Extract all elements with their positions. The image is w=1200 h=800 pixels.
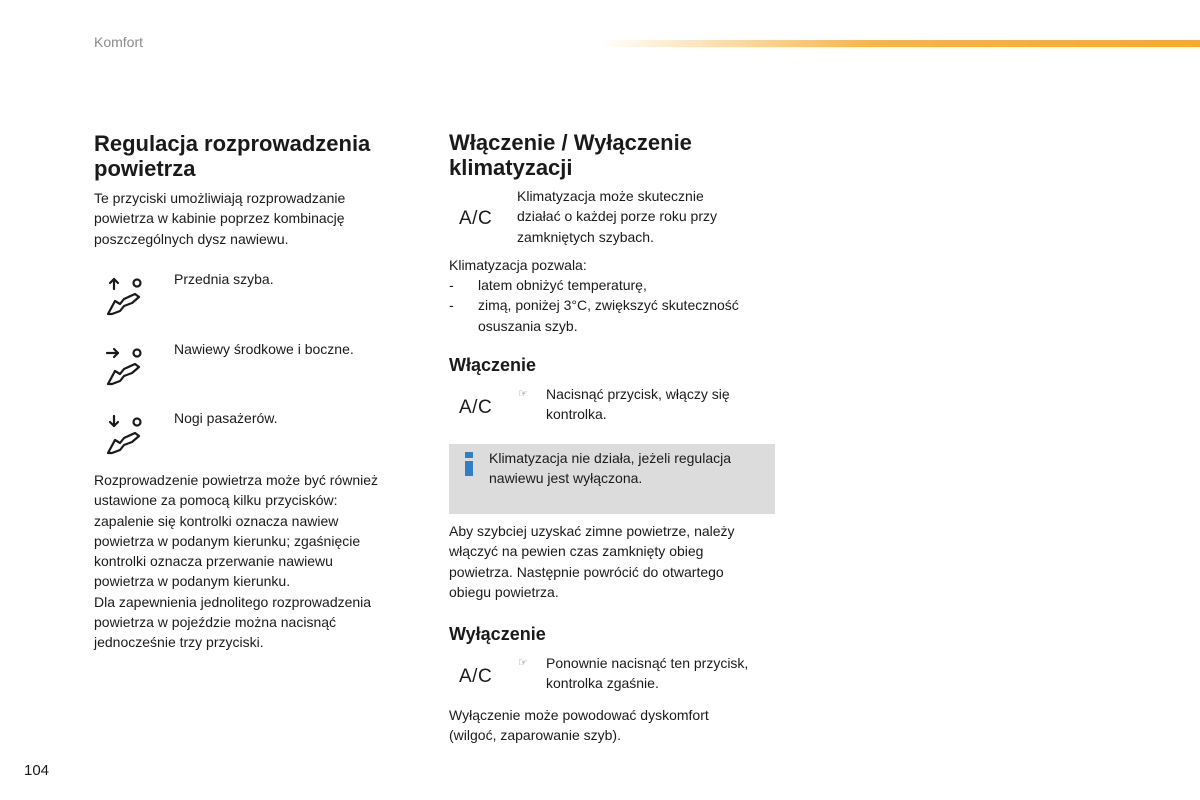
text-line: Klimatyzacja może skutecznie bbox=[517, 188, 704, 204]
text-line: Nacisnąć przycisk, włączy się bbox=[546, 386, 730, 402]
text-line: kontrolki oznacza przerwanie nawiewu bbox=[94, 553, 333, 570]
text-line: powietrza w podanym kierunku. bbox=[94, 573, 291, 590]
dash-bullet: - bbox=[449, 277, 454, 293]
text-line: Wyłączenie może powodować dyskomfort bbox=[449, 707, 709, 723]
text-line: Dla zapewnienia jednolitego rozprowadzenia bbox=[94, 593, 372, 610]
text-line: powietrza w podanym kierunku; zgaśnięcie bbox=[94, 532, 361, 549]
on-heading: Włączenie bbox=[449, 355, 537, 375]
text-line: zapalenie się kontrolki oznacza nawiew bbox=[94, 512, 339, 529]
text-line: powietrza w pojeździe można nacisnąć bbox=[94, 614, 337, 631]
text-line: obiegu powietrza. bbox=[449, 583, 559, 600]
allows-label: Klimatyzacja pozwala: bbox=[449, 257, 587, 273]
text-line: Klimatyzacja nie działa, jeżeli regulacja bbox=[489, 450, 732, 466]
off-warning bbox=[449, 705, 779, 746]
list-item-text: latem obniżyć temperaturę, bbox=[478, 277, 647, 293]
list-item bbox=[449, 275, 779, 295]
tip-paragraph bbox=[449, 521, 779, 602]
windscreen-airflow-icon bbox=[102, 274, 148, 322]
list-item-text: zimą, poniżej 3°C, zwiększyć skuteczność bbox=[478, 297, 739, 314]
left-title: Regulacja rozprowadzenia powietrza bbox=[94, 131, 371, 181]
left-body bbox=[94, 470, 424, 653]
pointing-hand-icon: ☞ bbox=[518, 388, 528, 400]
info-text bbox=[489, 448, 769, 489]
list-item-text: osuszania szyb. bbox=[478, 317, 578, 334]
text-line: Ponownie nacisnąć ten przycisk, bbox=[546, 655, 749, 671]
list-item bbox=[449, 295, 779, 336]
mode-label-footwell: Nogi pasażerów. bbox=[174, 410, 278, 426]
allows-list bbox=[449, 275, 779, 336]
text-line: działać o każdej porze roku przy bbox=[517, 208, 717, 225]
right-intro bbox=[517, 186, 777, 247]
text-line: zamkniętych szybach. bbox=[517, 228, 654, 245]
footwell-airflow-icon bbox=[102, 413, 148, 461]
mode-label-windscreen: Przednia szyba. bbox=[174, 271, 274, 287]
text-line: Rozprowadzenie powietrza może być również bbox=[94, 472, 379, 488]
mode-label-center-side: Nawiewy środkowe i boczne. bbox=[174, 341, 354, 357]
text-line: jednocześnie trzy przyciski. bbox=[94, 634, 264, 651]
text-line: kontrolka zgaśnie. bbox=[546, 675, 659, 692]
section-title: Komfort bbox=[94, 34, 144, 50]
pointing-hand-icon: ☞ bbox=[518, 657, 528, 669]
right-title: Włączenie / Wyłączenie klimatyzacji bbox=[449, 130, 692, 180]
ac-button-icon: A/C bbox=[459, 397, 493, 418]
left-intro bbox=[94, 188, 414, 249]
page-number: 104 bbox=[24, 762, 50, 779]
info-icon bbox=[463, 452, 475, 476]
on-instruction bbox=[546, 384, 776, 425]
text-line: powietrza w kabinie poprzez kombinację bbox=[94, 210, 345, 227]
header-accent-bar bbox=[600, 40, 1200, 47]
text-line: kontrolka. bbox=[546, 406, 607, 423]
ac-button-icon: A/C bbox=[459, 666, 493, 687]
dash-bullet: - bbox=[449, 297, 454, 314]
center-side-vents-airflow-icon bbox=[102, 344, 148, 392]
off-instruction bbox=[546, 653, 776, 694]
text-line: powietrza. Następnie powrócić do otwartego bbox=[449, 563, 724, 580]
text-line: (wilgoć, zaparowanie szyb). bbox=[449, 727, 621, 744]
text-line: ustawione za pomocą kilku przycisków: bbox=[94, 492, 338, 509]
text-line: nawiewu jest wyłączona. bbox=[489, 470, 643, 487]
text-line: poszczególnych dysz nawiewu. bbox=[94, 230, 289, 247]
off-heading: Wyłączenie bbox=[449, 624, 546, 644]
info-note bbox=[449, 444, 775, 514]
ac-button-icon: A/C bbox=[459, 208, 493, 229]
text-line: Te przyciski umożliwiają rozprowadzanie bbox=[94, 190, 346, 206]
text-line: Aby szybciej uzyskać zimne powietrze, należy bbox=[449, 523, 735, 539]
text-line: włączyć na pewien czas zamknięty obieg bbox=[449, 543, 704, 560]
